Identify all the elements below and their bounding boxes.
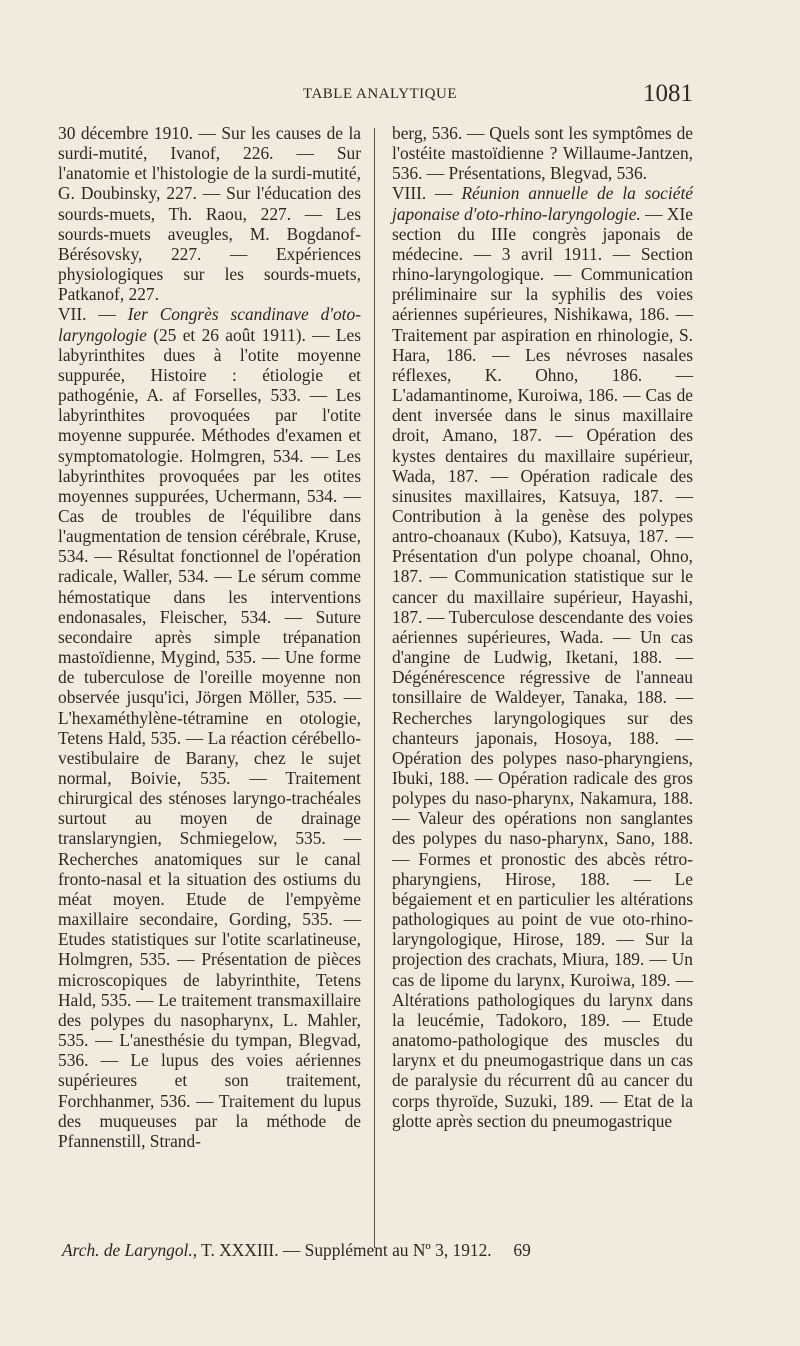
section-label-viii: VIII. — <box>392 183 462 204</box>
journal-name: Arch. de Laryngol. <box>62 1240 193 1260</box>
column-divider <box>374 128 375 1248</box>
section-title-vii: Ier Congrès scandinave d'oto-laryngologie <box>58 304 361 345</box>
right-paragraph-2 <box>392 183 693 1130</box>
sheet-number: 69 <box>513 1240 531 1260</box>
section-body-viii: — XIe section du IIIe congrès japonais de médecine. — 3 avril 1911. — Section rhino-laryngologique. — Communication préliminaire sur la syphilis des voies aériennes supérieures, Nishikawa, 186. — Traitement par aspiration en rhinologie, S. Hara, 186. — Les névroses nasales réflexes, K. Ohno, 186. — L'adamantinome, Kuroiwa, 186. — Cas de dent inversée dans le sinus maxillaire droit, Amano, 187. — Opération des kystes dentaires du maxillaire supérieur, Wada, 187. — Opération radicale des sinusites maxillaires, Katsuya, 187. — Contribution à la genèse des polypes antro-choanaux (Kubo), Katsuya, 187. — Présentation d'un polype choanal, Ohno, 187. — Communication statistique sur le cancer du maxillaire supérieur, Hayashi, 187. — Tuberculose descendante des voies aériennes supérieures, Wada. — Un cas d'angine de Ludwig, Iketani, 188. — Dégénérescence régressive de l'anneau tonsillaire de Waldeyer, Tanaka, 188. — Recherches laryngologiques sur des chanteurs japonais, Hosoya, 188. — Opération des polypes naso-pharyngiens, Ibuki, 188. — Opération radicale des gros polypes du naso-pharynx, Nakamura, 188. — Valeur des opérations non sanglantes des polypes du naso-pharynx, Sano, 188. — Formes et pronostic des abcès rétro-pharyngiens, Hirose, 188. — Le bégaiement et en particulier les altérations pathologiques au point de vue oto-rhino-laryngologique, Hirose, 189. — Sur la projection des crachats, Miura, 189. — Un cas de lipome du larynx, Kuroiwa, 189. — Altérations pathologiques du larynx dans la leucémie, Tadokoro, 189. — Etude anatomo-pathologique des muscles du larynx et du pneumogastrique dans un cas de paralysie du récurrent dû au cancer du corps thyroïde, Suzuki, 189. — Etat de la glotte après section du pneumogastrique <box>392 203 693 1131</box>
right-paragraph-1: berg, 536. — Quels sont les symptômes de l'ostéite mastoïdienne ? Willaume-Jantzen, 536. — Présentations, Blegvad, 536. <box>392 123 693 184</box>
journal-volume: , T. XXXIII. — Supplément au Nº 3, 1912. <box>192 1240 492 1260</box>
left-paragraph-1: 30 décembre 1910. — Sur les causes de la surdi-mutité, Ivanof, 226. — Sur l'anatomie et l'histologie de la surdi-mutité, G. Doubinsky, 227. — Sur l'éducation des sourds-muets, Th. Raou, 227. — Les sourds-muets aveugles, M. Bogdanof-Bérésovsky, 227. — Expériences physiologiques sur les sourds-muets, Patkanof, 227. <box>58 123 361 305</box>
running-title: TABLE ANALYTIQUE <box>302 86 458 102</box>
section-title-viii: Réunion annuelle de la société japonaise d'oto-rhino-laryngologie. <box>392 183 694 224</box>
right-column <box>392 123 693 1131</box>
page-number: 1081 <box>643 80 693 107</box>
page-footer <box>62 1240 702 1261</box>
section-body-vii: (25 et 26 août 1911). — Les labyrinthites dues à l'otite moyenne suppurée, Histoire : étiologie et pathogénie, A. af Forselles, 533. — Les labyrinthites provoquées par l'otite moyenne suppurée. Méthodes d'examen et symptomatologie. Holmgren, 534. — Les labyrinthites provoquées par les otites moyennes suppurées, Uchermann, 534. — Cas de troubles de l'équilibre dans l'augmentation de tension cérébrale, Kruse, 534. — Résultat fonctionnel de l'opération radicale, Waller, 534. — Le sérum comme hémostatique dans les interventions endonasales, Fleischer, 534. — Suture secondaire après simple trépanation mastoïdienne, Mygind, 535. — Une forme de tuberculose de l'oreille moyenne non observée jusqu'ici, Jörgen Möller, 535. — L'hexaméthylène-tétramine en otologie, Tetens Hald, 535. — La réaction cérébello-vestibulaire de Barany, chez le sujet normal, Boivie, 535. — Traitement chirurgical des sténoses laryngo-trachéales surtout au moyen de drainage translaryngien, Schmiegelow, 535. — Recherches anatomiques sur le canal fronto-nasal et la situation des ostiums du méat moyen. Etude de l'empyème maxillaire secondaire, Gording, 535. — Etudes statistiques sur l'otite scarlatineuse, Holmgren, 535. — Présentation de pièces microscopiques de labyrinthite, Tetens Hald, 535. — Le traitement transmaxillaire des polypes du nasopharynx, L. Mahler, 535. — L'anesthésie du tympan, Blegvad, 536. — Le lupus des voies aériennes supérieures et son traitement, Forchhanmer, 536. — Traitement du lupus des muqueuses par la méthode de Pfannenstill, Strand- <box>58 324 361 1151</box>
left-column <box>58 123 361 1151</box>
left-paragraph-2 <box>58 304 361 1151</box>
section-label-vii: VII. — <box>58 304 128 325</box>
